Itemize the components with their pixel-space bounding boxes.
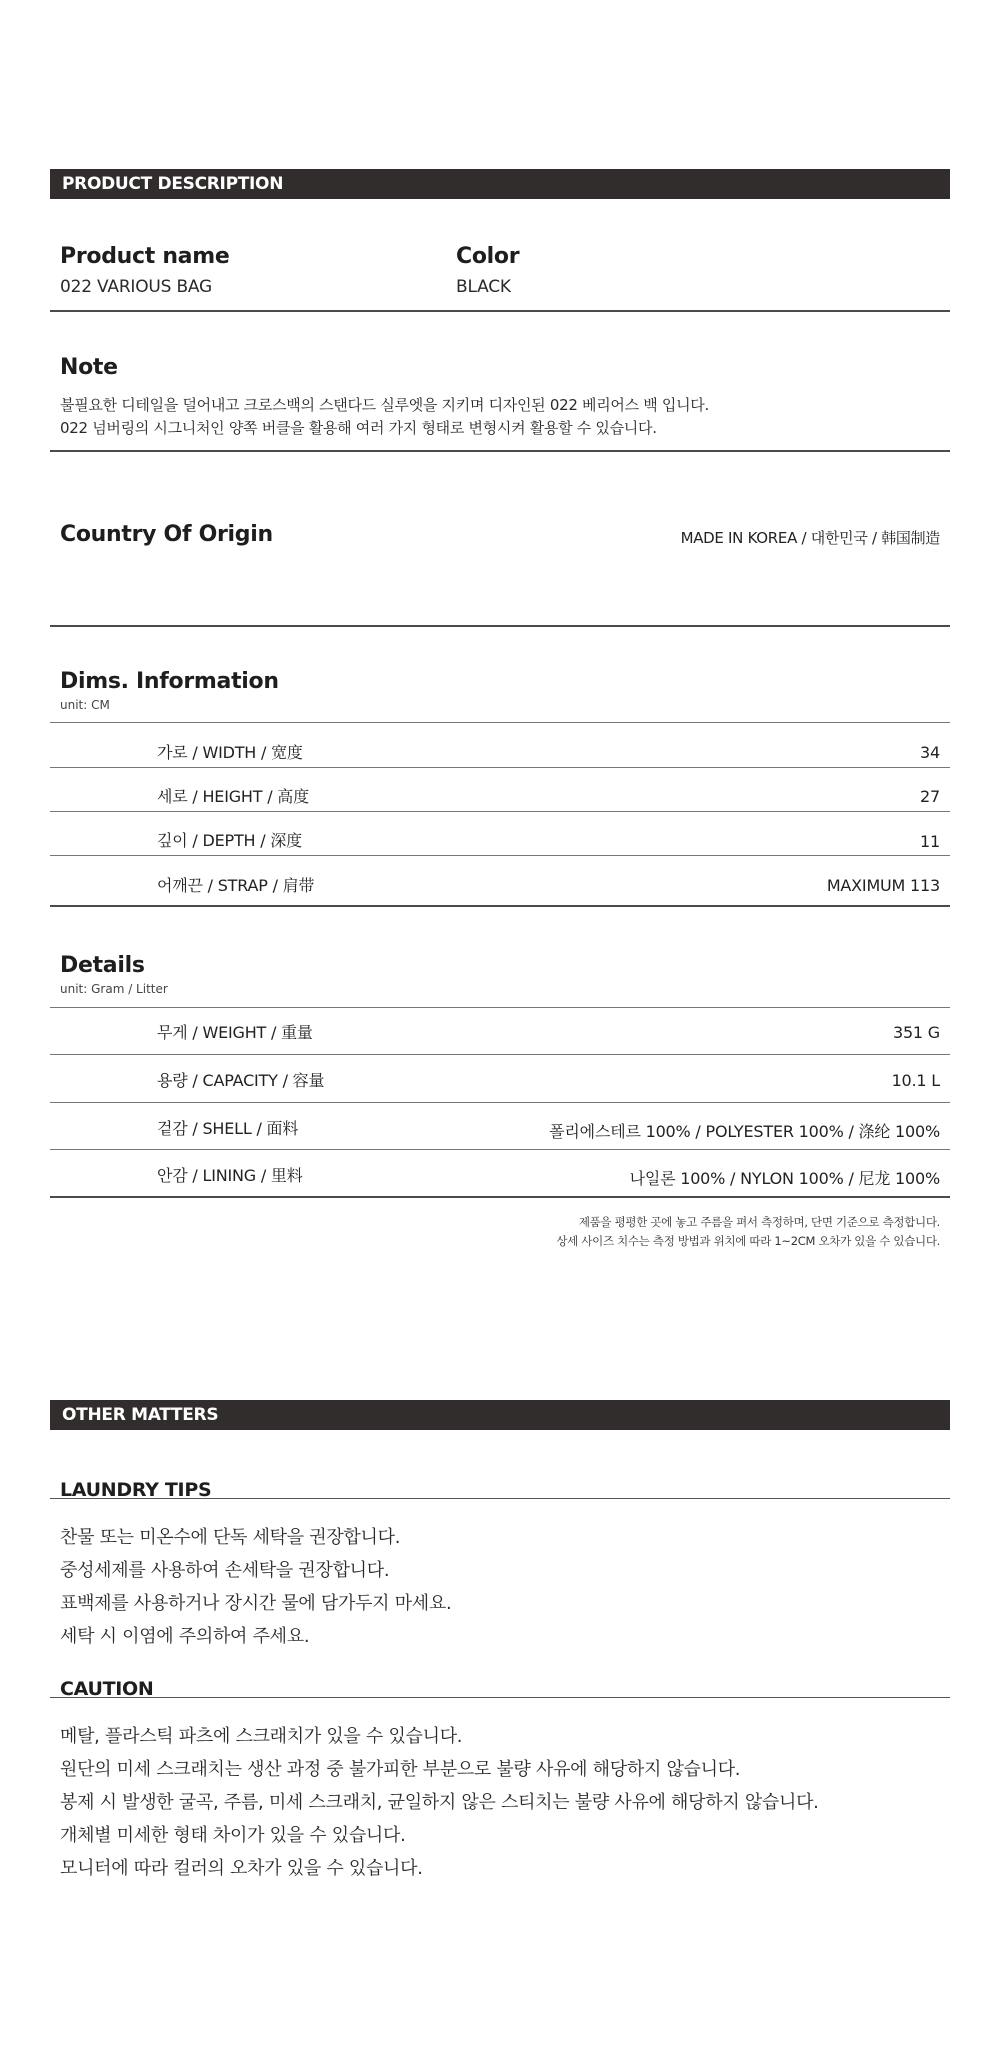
row-divider	[50, 1149, 950, 1150]
list-item: 모니터에 따라 컬러의 오차가 있을 수 있습니다.	[60, 1858, 423, 1879]
details-row-value: 폴리에스테르 100% / POLYESTER 100% / 涤纶 100%	[549, 1122, 940, 1141]
dims-row-value: 11	[920, 832, 940, 851]
measure-note-line: 제품을 평평한 곳에 놓고 주름을 펴서 측정하며, 단면 기준으로 측정합니다.	[578, 1215, 940, 1229]
product-description-header: PRODUCT DESCRIPTION	[50, 169, 950, 199]
divider	[50, 450, 950, 452]
details-row-label: 겉감 / SHELL / 面料	[157, 1119, 299, 1138]
divider	[50, 310, 950, 312]
dims-row-label: 깊이 / DEPTH / 深度	[157, 831, 302, 850]
color-value: BLACK	[456, 277, 511, 297]
dims-row-label: 어깨끈 / STRAP / 肩带	[157, 876, 315, 895]
dims-row-label: 가로 / WIDTH / 宽度	[157, 743, 303, 762]
caution-list	[60, 1720, 819, 1885]
list-item: 개체별 미세한 형태 차이가 있을 수 있습니다.	[60, 1825, 406, 1846]
list-item: 표백제를 사용하거나 장시간 물에 담가두지 마세요.	[60, 1593, 452, 1614]
caution-title: CAUTION	[60, 1678, 154, 1700]
divider	[50, 905, 950, 907]
details-row-value: 351 G	[892, 1023, 940, 1042]
list-item: 원단의 미세 스크래치는 생산 과정 중 불가피한 부분으로 불량 사유에 해당하지 않습니다.	[60, 1759, 741, 1780]
other-matters-header: OTHER MATTERS	[50, 1400, 950, 1430]
row-divider	[50, 1054, 950, 1055]
row-divider	[50, 855, 950, 856]
details-row-value: 10.1 L	[891, 1071, 940, 1090]
details-unit: unit: Gram / Litter	[60, 982, 168, 996]
measure-note-line: 상세 사이즈 치수는 측정 방법과 위치에 따라 1~2CM 오차가 있을 수 있습니다.	[556, 1234, 940, 1248]
list-item: 중성세제를 사용하여 손세탁을 권장합니다.	[60, 1560, 390, 1581]
row-divider	[50, 767, 950, 768]
list-item: 찬물 또는 미온수에 단독 세탁을 권장합니다.	[60, 1527, 401, 1548]
color-label: Color	[456, 244, 520, 269]
dims-title: Dims. Information	[60, 669, 279, 694]
origin-label: Country Of Origin	[60, 522, 273, 547]
dims-row-value: MAXIMUM 113	[826, 876, 940, 895]
list-item: 메탈, 플라스틱 파츠에 스크래치가 있을 수 있습니다.	[60, 1726, 463, 1747]
note-label: Note	[60, 355, 118, 380]
dims-row-value: 27	[920, 787, 940, 806]
row-divider	[50, 722, 950, 723]
details-row-label: 용량 / CAPACITY / 容量	[157, 1071, 325, 1090]
product-name-value: 022 VARIOUS BAG	[60, 277, 213, 297]
origin-value: MADE IN KOREA / 대한민국 / 韩国制造	[680, 529, 940, 547]
details-title: Details	[60, 953, 145, 978]
dims-row-value: 34	[920, 743, 940, 762]
note-line: 022 넘버링의 시그니처인 양쪽 버클을 활용해 여러 가지 형태로 변형시켜 활용할 수 있습니다.	[60, 419, 657, 437]
dims-row-label: 세로 / HEIGHT / 高度	[157, 787, 309, 806]
row-divider	[50, 1007, 950, 1008]
dims-unit: unit: CM	[60, 698, 110, 712]
row-divider	[50, 811, 950, 812]
note-line: 불필요한 디테일을 덜어내고 크로스백의 스탠다드 실루엣을 지키며 디자인된 022 베리어스 백 입니다.	[60, 396, 709, 414]
details-row-label: 안감 / LINING / 里料	[157, 1166, 303, 1185]
measure-note	[556, 1213, 940, 1251]
laundry-tips-list	[60, 1521, 451, 1653]
laundry-tips-title: LAUNDRY TIPS	[60, 1479, 212, 1501]
list-item: 세탁 시 이염에 주의하여 주세요.	[60, 1626, 310, 1647]
details-row-value: 나일론 100% / NYLON 100% / 尼龙 100%	[629, 1169, 940, 1188]
divider	[50, 625, 950, 627]
list-item: 봉제 시 발생한 굴곡, 주름, 미세 스크래치, 균일하지 않은 스티치는 불량 사유에 해당하지 않습니다.	[60, 1792, 819, 1813]
row-divider	[50, 1102, 950, 1103]
divider	[50, 1697, 950, 1698]
details-row-label: 무게 / WEIGHT / 重量	[157, 1023, 313, 1042]
divider	[50, 1196, 950, 1198]
product-name-label: Product name	[60, 244, 230, 269]
divider	[50, 1498, 950, 1499]
